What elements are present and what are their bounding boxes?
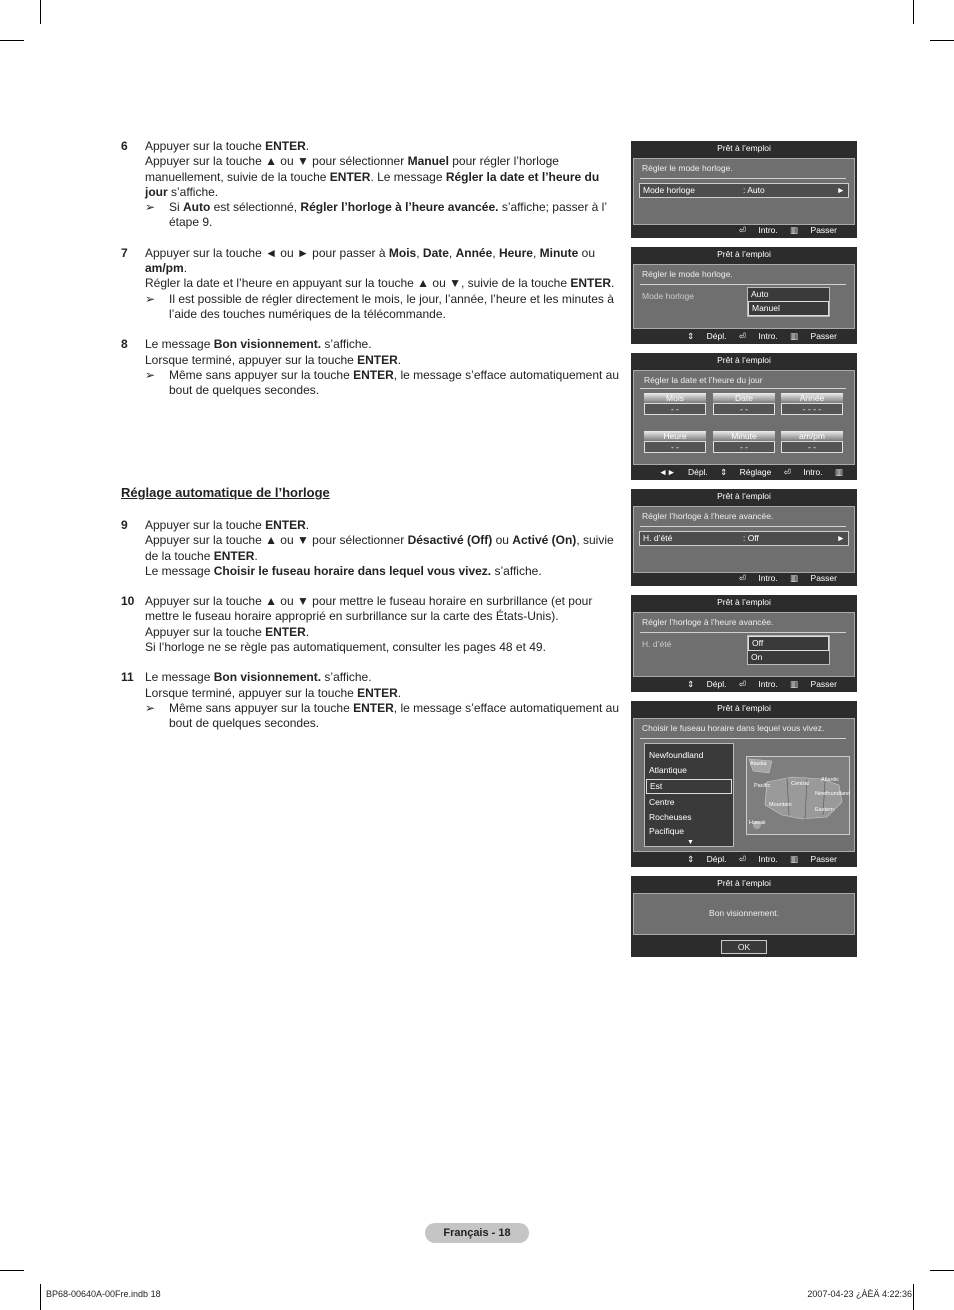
step-line	[145, 533, 621, 564]
map-label: Hawaii	[749, 820, 766, 826]
step-number: 6	[121, 139, 128, 153]
dst-row[interactable]	[639, 531, 849, 546]
print-timestamp: 2007-04-23 ¿ÀÈÄ 4:22:36	[807, 1289, 912, 1299]
menu-icon: ▥	[790, 679, 799, 689]
bold-term: ENTER	[353, 700, 394, 715]
step-number: 10	[121, 594, 135, 609]
text-run: .	[397, 685, 402, 700]
field-value: - -	[644, 403, 706, 415]
text-run: Même sans appuyer sur la touche	[169, 700, 354, 715]
right-arrow-icon: ►	[836, 533, 845, 543]
foot-intro: Intro.	[758, 331, 778, 341]
field-label: Heure	[644, 431, 706, 441]
text-run: Appuyer sur la touche	[145, 624, 266, 639]
step-line	[145, 353, 621, 368]
enter-icon: ⏎	[783, 467, 791, 477]
osd-header: Prêt à l’emploi	[717, 355, 771, 365]
note-arrow-icon: ➢	[145, 367, 156, 382]
step-line	[145, 686, 621, 701]
text-run: .	[183, 261, 188, 276]
step-item	[121, 594, 621, 655]
step-item	[121, 518, 621, 579]
osd-footer	[631, 678, 857, 690]
osd-body	[633, 718, 855, 852]
crop-mark	[930, 40, 954, 41]
foot-passer: Passer	[810, 854, 837, 864]
osd-body	[633, 506, 855, 573]
osd-panel-date-time	[631, 353, 857, 489]
foot-reglage: Réglage	[739, 467, 772, 477]
foot-intro: Intro.	[758, 225, 778, 235]
osd-title: Régler le mode horloge.	[642, 269, 733, 279]
divider	[640, 738, 846, 739]
osd-title: Régler l’horloge à l’heure avancée.	[642, 511, 774, 521]
foot-depl: Dépl.	[706, 331, 727, 341]
section-title: Réglage automatique de l’horloge	[121, 485, 330, 500]
text-run: Régler la date et l’heure en appuyant sur la touche ▲ ou ▼, suivie de la touche	[145, 276, 571, 291]
field-label: Date	[713, 393, 775, 403]
updown-icon: ⇕	[687, 679, 695, 689]
step-line	[145, 594, 621, 625]
map-label: Pacific	[754, 783, 771, 789]
field-label: Année	[781, 393, 843, 403]
text-run: Appuyer sur la touche ▲ ou ▼ pour sélectionner	[145, 533, 408, 548]
crop-mark	[913, 0, 914, 24]
enter-icon: ⏎	[738, 573, 746, 583]
bold-term: am/pm	[145, 261, 184, 276]
foot-passer: Passer	[816, 479, 843, 489]
osd-footer	[631, 330, 857, 342]
osd-panel-clock-mode-dropdown	[631, 247, 857, 344]
updown-icon: ⇕	[720, 467, 728, 477]
text-run: Appuyer sur la touche ◄ ou ► pour passer à	[145, 245, 389, 260]
field-value: - -	[713, 441, 775, 453]
foot-depl: Dépl.	[706, 854, 727, 864]
row-label: Mode horloge	[642, 291, 694, 301]
bold-term: ENTER	[213, 548, 255, 563]
text-run: .	[397, 352, 402, 367]
text-run: , le message s’efface automatiquement au bout de quelques secondes.	[169, 700, 620, 731]
osd-panel-dst	[631, 489, 857, 586]
text-run: s’affiche.	[491, 563, 542, 578]
text-run: est sélectionné,	[210, 200, 301, 215]
crop-mark	[0, 1270, 24, 1271]
divider	[640, 388, 846, 389]
note	[145, 200, 621, 231]
text-run: Appuyer sur la touche ▲ ou ▼ pour mettre le fuseau horaire en surbrillance (et pour mettre le fuseau horaire approprié en surbrillance sur la carte des États-Unis).	[145, 594, 593, 624]
done-message: Bon visionnement.	[709, 908, 779, 918]
osd-header: Prêt à l’emploi	[717, 249, 771, 259]
text-run: , suivie de la touche	[145, 533, 614, 563]
bold-term: ENTER	[265, 139, 306, 153]
field-value: - -	[781, 441, 843, 453]
updown-icon: ⇕	[687, 854, 695, 864]
clock-mode-row[interactable]	[639, 183, 849, 198]
text-run: Appuyer sur la touche	[145, 139, 266, 153]
text-run: Lorsque terminé, appuyer sur la touche	[145, 352, 358, 367]
row-label: Mode horloge	[643, 185, 695, 195]
page-number: Français - 18	[425, 1223, 529, 1243]
text-run: Le message	[145, 563, 214, 578]
right-arrow-icon: ►	[836, 185, 845, 195]
updown-icon: ⇕	[687, 331, 695, 341]
zone-item[interactable]: Centre	[649, 797, 675, 807]
text-run: Le message	[145, 670, 214, 685]
osd-title: Choisir le fuseau horaire dans lequel vous vivez.	[642, 723, 825, 733]
text-run: ,	[448, 245, 456, 260]
text-run: Le message	[145, 337, 214, 352]
step-line	[145, 670, 621, 685]
note-arrow-icon: ➢	[145, 291, 156, 306]
bold-term: Date	[422, 245, 449, 260]
crop-mark	[40, 1284, 41, 1310]
osd-panel-time-zone	[631, 701, 857, 867]
step-item	[121, 139, 621, 231]
foot-depl: Dépl.	[706, 679, 727, 689]
enter-icon: ⏎	[738, 225, 746, 235]
step-line	[145, 564, 621, 579]
row-value: : Off	[743, 533, 759, 543]
osd-panel-clock-mode-auto	[631, 141, 857, 238]
option-auto[interactable]: Auto	[751, 289, 769, 299]
step-line	[145, 337, 621, 352]
osd-body	[633, 264, 855, 329]
step-item	[121, 246, 621, 322]
enter-icon: ⏎	[738, 679, 746, 689]
note	[145, 368, 621, 399]
step-line	[145, 625, 621, 640]
foot-intro: Intro.	[758, 854, 778, 864]
foot-intro: Intro.	[758, 679, 778, 689]
osd-header: Prêt à l’emploi	[717, 597, 771, 607]
step-line	[145, 139, 621, 154]
divider	[640, 632, 846, 633]
zone-item[interactable]: Rocheuses	[649, 812, 692, 822]
bold-term: Heure	[498, 245, 533, 260]
bold-term: Désactivé (Off)	[407, 533, 493, 548]
osd-body	[633, 893, 855, 935]
text-run: .	[254, 548, 258, 563]
field-annee[interactable]	[781, 393, 843, 415]
text-run: .	[305, 624, 310, 639]
ok-button[interactable]: OK	[721, 940, 767, 954]
text-run: Même sans appuyer sur la touche	[169, 367, 354, 382]
osd-title: Régler l’horloge à l’heure avancée.	[642, 617, 774, 627]
step-line	[145, 154, 621, 200]
scroll-down-icon[interactable]: ▼	[687, 839, 694, 846]
text-run: .	[305, 518, 310, 532]
step-item	[121, 337, 621, 398]
bold-term: Auto	[183, 200, 211, 215]
note-arrow-icon: ➢	[145, 700, 156, 715]
osd-footer	[631, 572, 857, 584]
leftright-icon: ◄►	[658, 467, 676, 477]
text-run: Lorsque terminé, appuyer sur la touche	[145, 685, 358, 700]
bold-term: Choisir le fuseau horaire dans lequel vous vivez.	[213, 563, 492, 578]
instructions-steps-9-11	[121, 518, 621, 747]
bold-term: Activé (On)	[512, 533, 577, 548]
bold-term: Bon visionnement.	[213, 670, 322, 685]
bold-term: Minute	[539, 245, 579, 260]
divider	[640, 526, 846, 527]
zone-item[interactable]: Atlantique	[649, 765, 687, 775]
text-run: .	[611, 276, 615, 291]
menu-icon: ▥	[834, 467, 843, 477]
dst-dropdown[interactable]	[747, 635, 830, 665]
bold-term: Régler la date et l’heure du jour	[145, 169, 600, 199]
note-arrow-icon: ➢	[145, 200, 156, 215]
osd-body	[633, 158, 855, 225]
map-label: Newfoundland	[815, 791, 851, 797]
step-number: 9	[121, 518, 128, 532]
crop-mark	[40, 0, 41, 24]
osd-footer	[631, 224, 857, 236]
note	[145, 701, 621, 732]
text-run: Si	[169, 200, 184, 215]
zone-item[interactable]: Newfoundland	[649, 750, 704, 760]
bold-term: Année	[455, 245, 493, 260]
bold-term: ENTER	[357, 352, 398, 367]
field-mois[interactable]	[644, 393, 706, 415]
text-run: s’affiche; passer à l’ étape 9.	[169, 200, 607, 230]
text-run: ou	[492, 533, 513, 548]
text-run: ,	[532, 245, 540, 260]
step-line	[145, 640, 621, 655]
row-label: H. d’été	[643, 533, 673, 543]
text-run: Si l’horloge ne se règle pas automatiquement, consulter les pages 48 et 49.	[145, 640, 546, 655]
instructions-steps-6-8	[121, 139, 621, 413]
foot-depl: Dépl.	[687, 467, 708, 477]
map-label: Atlantic	[821, 777, 840, 783]
osd-header: Prêt à l’emploi	[717, 491, 771, 501]
divider	[640, 178, 846, 179]
field-ampm[interactable]	[781, 431, 843, 453]
time-zone-list[interactable]	[644, 743, 734, 847]
divider	[640, 284, 846, 285]
osd-panel-done	[631, 876, 857, 957]
text-run: s’affiche.	[321, 670, 372, 685]
field-value: - -	[713, 403, 775, 415]
option-on[interactable]: On	[751, 652, 763, 662]
step-line	[145, 518, 621, 533]
menu-icon: ▥	[790, 854, 799, 864]
menu-icon: ▥	[790, 573, 799, 583]
bold-term: ENTER	[353, 367, 394, 382]
row-label: H. d’été	[642, 639, 672, 649]
bold-term: Mois	[388, 245, 417, 260]
bold-term: Manuel	[407, 154, 449, 169]
text-run: Appuyer sur la touche	[145, 518, 266, 532]
enter-icon: ⏎	[738, 331, 746, 341]
field-minute[interactable]	[713, 431, 775, 453]
crop-mark	[0, 40, 24, 41]
foot-passer: Passer	[810, 679, 837, 689]
option-manuel[interactable]: Manuel	[748, 301, 829, 316]
text-run: . Le message	[370, 169, 446, 184]
foot-passer: Passer	[810, 225, 837, 235]
map-label: Alaska	[750, 761, 767, 767]
bold-term: Régler l’horloge à l’heure avancée.	[300, 200, 499, 215]
step-number: 8	[121, 337, 128, 352]
bold-term: ENTER	[265, 518, 306, 532]
foot-passer: Passer	[810, 573, 837, 583]
foot-intro: Intro.	[803, 467, 823, 477]
field-heure[interactable]	[644, 431, 706, 453]
text-run: ,	[416, 245, 423, 260]
bold-term: ENTER	[570, 276, 612, 291]
row-value: : Auto	[743, 185, 765, 195]
text-run: s’affiche.	[321, 337, 372, 352]
field-date[interactable]	[713, 393, 775, 415]
osd-body	[633, 612, 855, 677]
us-time-zone-map	[746, 756, 850, 835]
bold-term: Bon visionnement.	[213, 337, 322, 352]
text-run: ,	[492, 245, 499, 260]
text-run: Appuyer sur la touche ▲ ou ▼ pour sélectionner	[145, 154, 408, 169]
text-run: Il est possible de régler directement le mois, le jour, l’année, l’heure et les minutes à l’aide des touches numériques de la télécommande.	[169, 291, 614, 321]
bold-term: ENTER	[265, 624, 306, 639]
bold-term: ENTER	[357, 685, 398, 700]
osd-body	[633, 370, 855, 465]
osd-title: Régler la date et l’heure du jour	[644, 375, 763, 385]
field-label: Mois	[644, 393, 706, 403]
foot-passer: Passer	[810, 331, 837, 341]
osd-header: Prêt à l’emploi	[717, 703, 771, 713]
step-line	[145, 276, 621, 291]
osd-header: Prêt à l’emploi	[717, 878, 771, 888]
crop-mark	[930, 1270, 954, 1271]
bold-term: ENTER	[329, 169, 371, 184]
map-label: Central	[791, 781, 809, 787]
osd-footer	[631, 853, 857, 865]
osd-panel-dst-dropdown	[631, 595, 857, 692]
step-item	[121, 670, 621, 731]
text-run: .	[305, 139, 310, 153]
option-off[interactable]: Off	[748, 636, 829, 651]
field-value: - -	[644, 441, 706, 453]
menu-icon: ▥	[790, 225, 799, 235]
osd-footer	[631, 466, 857, 489]
crop-mark	[913, 1284, 914, 1310]
map-label: Mountain	[769, 802, 792, 808]
text-run: , le message s’efface automatiquement au bout de quelques secondes.	[169, 367, 620, 398]
text-run: pour régler l’horloge manuellement, suivie de la touche	[145, 154, 559, 184]
map-label: Eastern	[815, 807, 834, 813]
text-run: s’affiche.	[167, 184, 219, 199]
field-label: am/pm	[781, 431, 843, 441]
menu-icon: ▥	[790, 331, 799, 341]
osd-title: Régler le mode horloge.	[642, 163, 733, 173]
file-slug: BP68-00640A-00Fre.indb 18	[46, 1289, 161, 1299]
field-value: - - - -	[781, 403, 843, 415]
zone-item[interactable]: Pacifique	[649, 826, 684, 836]
clock-mode-dropdown[interactable]	[747, 287, 830, 317]
step-number: 7	[121, 245, 128, 260]
step-number: 11	[121, 670, 134, 685]
field-label: Minute	[713, 431, 775, 441]
zone-item-selected[interactable]: Est	[646, 779, 732, 794]
osd-header: Prêt à l’emploi	[717, 143, 771, 153]
enter-icon: ⏎	[738, 854, 746, 864]
step-line	[145, 246, 621, 277]
text-run: ou	[578, 245, 595, 260]
note	[145, 292, 621, 323]
foot-intro: Intro.	[758, 573, 778, 583]
